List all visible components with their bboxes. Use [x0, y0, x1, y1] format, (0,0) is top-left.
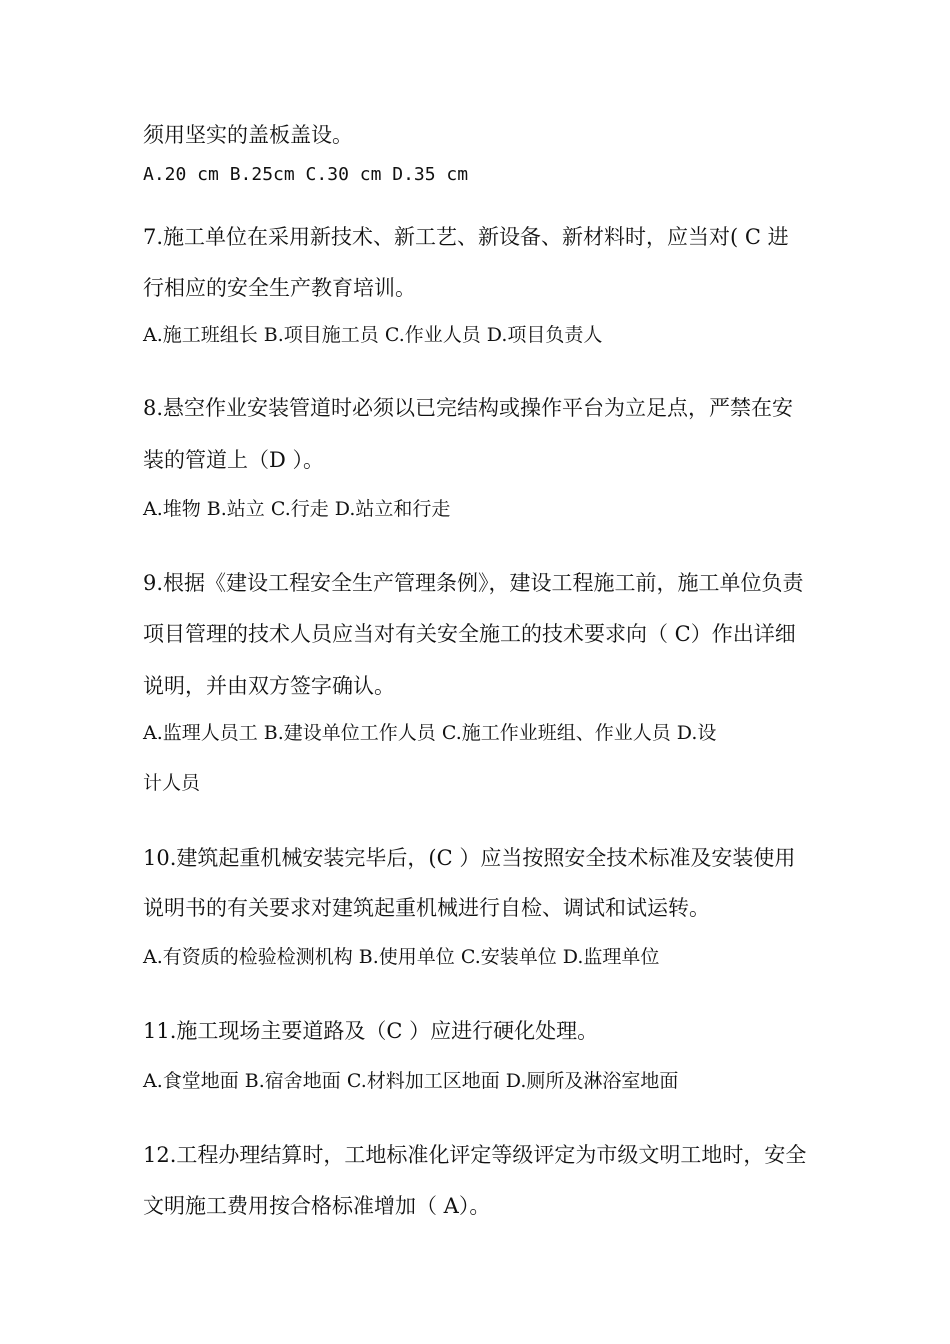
q9-question-line-3: 说明，并由双方签字确认。	[143, 674, 395, 698]
q9-options-line-2: 计人员	[143, 772, 201, 794]
q9-question-line-2: 项目管理的技术人员应当对有关安全施工的技术要求向（ C）作出详细	[143, 622, 796, 646]
q10-options: A.有资质的检验检测机构 B.使用单位 C.安装单位 D.监理单位	[143, 946, 660, 968]
q7-question-line-1: 7.施工单位在采用新技术、新工艺、新设备、新材料时，应当对( C 进	[143, 225, 789, 249]
q7-options: A.施工班组长 B.项目施工员 C.作业人员 D.项目负责人	[143, 324, 603, 346]
q10-question-line-2: 说明书的有关要求对建筑起重机械进行自检、调试和试运转。	[143, 896, 710, 920]
q9-options-line-1: A.监理人员工 B.建设单位工作人员 C.施工作业班组、作业人员 D.设	[143, 722, 717, 744]
q10-question-line-1: 10.建筑起重机械安装完毕后，(C ）应当按照安全技术标准及安装使用	[143, 846, 796, 870]
q11-question: 11.施工现场主要道路及（C ）应进行硬化处理。	[143, 1019, 599, 1043]
q6-options: A.20 cm B.25cm C.30 cm D.35 cm	[143, 164, 469, 185]
q12-question-line-1: 12.工程办理结算时，工地标准化评定等级评定为市级文明工地时，安全	[143, 1143, 807, 1167]
q7-question-line-2: 行相应的安全生产教育培训。	[143, 276, 416, 300]
q12-question-line-2: 文明施工费用按合格标准增加（ A）。	[143, 1194, 491, 1218]
q8-options: A.堆物 B.站立 C.行走 D.站立和行走	[143, 498, 451, 520]
text-line-continuation: 须用坚实的盖板盖设。	[143, 123, 353, 147]
q8-question-line-2: 装的管道上（D ）。	[143, 448, 325, 472]
q11-options: A.食堂地面 B.宿舍地面 C.材料加工区地面 D.厕所及淋浴室地面	[143, 1070, 679, 1092]
q9-question-line-1: 9.根据《建设工程安全生产管理条例》，建设工程施工前，施工单位负责	[143, 571, 804, 595]
q8-question-line-1: 8.悬空作业安装管道时必须以已完结构或操作平台为立足点，严禁在安	[143, 396, 794, 420]
